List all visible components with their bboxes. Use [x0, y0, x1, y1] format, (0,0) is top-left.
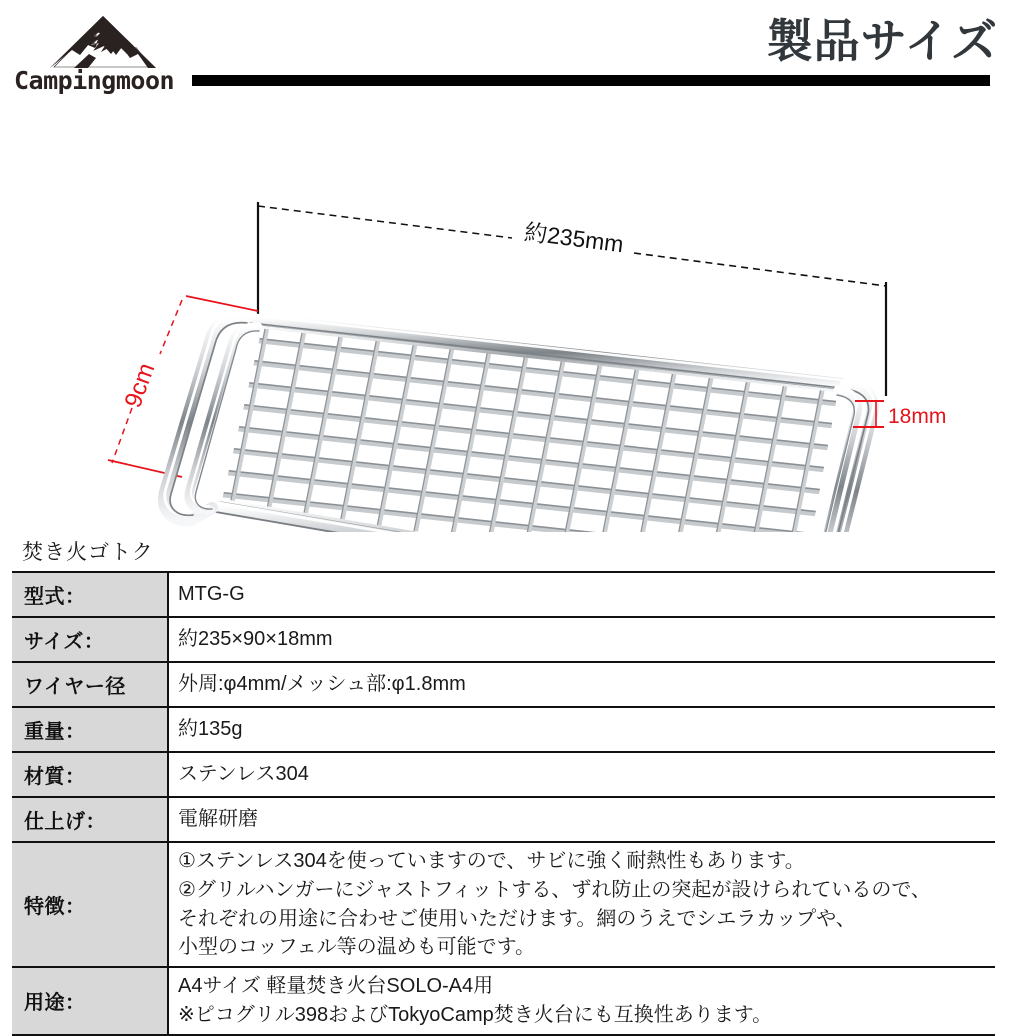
table-row — [12, 752, 995, 797]
page-title: 製品サイズ — [766, 14, 998, 68]
dimension-width-label: 9cm — [119, 359, 161, 412]
spec-value-line: A4サイズ 軽量焚き火台SOLO-A4用 — [178, 975, 494, 998]
spec-value — [168, 572, 995, 617]
spec-value — [168, 617, 995, 662]
spec-value-line: ステンレス304 — [178, 763, 309, 786]
spec-value-line: 約135g — [178, 718, 243, 741]
spec-value — [168, 797, 995, 842]
brand-logo — [14, 14, 192, 94]
spec-key: 重量： — [12, 707, 168, 752]
brand-wordmark: Campingmoon — [14, 66, 175, 95]
table-row — [12, 707, 995, 752]
spec-key: 特徴： — [12, 842, 168, 967]
spec-value-line: 電解研磨 — [178, 808, 258, 831]
spec-value-line: 外周:φ4mm/メッシュ部:φ1.8mm — [178, 673, 466, 696]
spec-value-line: ※ピコグリル398およびTokyoCamp焚き火台にも互換性あります。 — [178, 1003, 773, 1026]
spec-key: サイズ： — [12, 617, 168, 662]
table-row — [12, 662, 995, 707]
page-header — [0, 0, 1024, 100]
spec-value-line: MTG-G — [178, 583, 245, 606]
mountain-logo-icon — [44, 14, 162, 70]
table-row — [12, 967, 995, 1035]
table-row — [12, 842, 995, 967]
spec-key: 用途： — [12, 967, 168, 1035]
dimension-height-label: 18mm — [888, 405, 947, 428]
spec-value-line: 約235×90×18mm — [178, 628, 333, 651]
specification-table — [12, 571, 995, 1036]
spec-value — [168, 842, 995, 967]
spec-key: 仕上げ： — [12, 797, 168, 842]
table-row — [12, 617, 995, 662]
spec-key: 材質： — [12, 752, 168, 797]
table-row — [12, 572, 995, 617]
table-row — [12, 797, 995, 842]
spec-value — [168, 707, 995, 752]
spec-value — [168, 662, 995, 707]
spec-value-line: それぞれの用途に合わせご使用いただけます。網のうえでシエラカップや、 — [178, 907, 856, 930]
grill-grate-illustration — [164, 314, 874, 532]
spec-key: ワイヤー径 — [12, 662, 168, 707]
spec-value-line: 小型のコッフェル等の温めも可能です。 — [178, 936, 535, 959]
spec-value — [168, 752, 995, 797]
spec-value — [168, 967, 995, 1035]
product-name: 焚き火ゴトク — [22, 540, 154, 564]
header-rule — [192, 75, 990, 86]
product-figure — [0, 96, 1024, 532]
specification-section — [0, 532, 1024, 1024]
spec-value-line: ②グリルハンガーにジャストフィットする、ずれ防止の突起が設けられているので、 — [178, 878, 931, 901]
spec-key: 型式： — [12, 572, 168, 617]
spec-value-line: ①ステンレス304を使っていますので、サビに強く耐熱性もあります。 — [178, 850, 805, 872]
dimension-length-label: 約235mm — [522, 218, 626, 258]
